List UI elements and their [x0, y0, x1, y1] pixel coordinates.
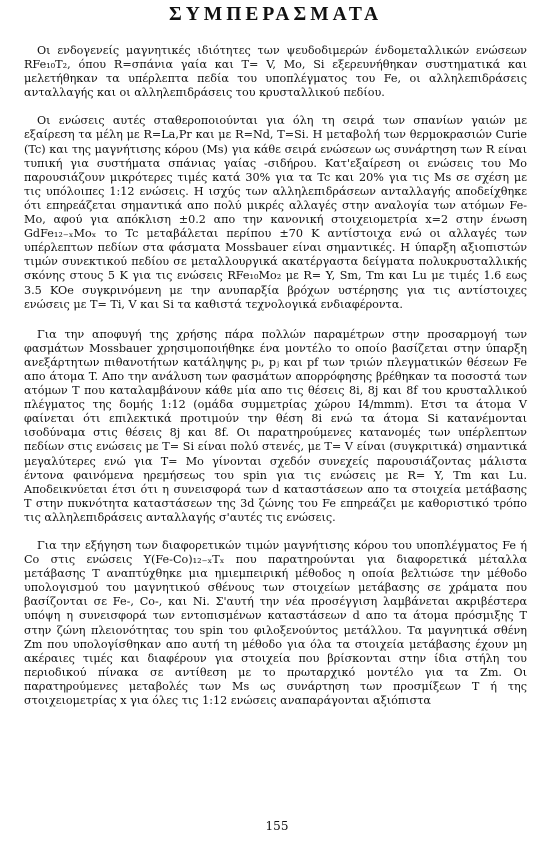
page-title: ΣΥΜΠΕΡΑΣΜΑΤΑ [168, 4, 383, 25]
paragraph-2: Οι ενώσεις αυτές σταθεροποιούνται για όλη τη σειρά των σπανίων γαιών με εξαίρεση τα μέλη με R=La,Pr και με R=Nd, T=Si. Η μεταβολή των θερμοκρασιών Curie (Tc) και της μαγνήτισης κόρου (Ms) για κάθε σειρά ενώσεων ως συνάρτηση των R είναι τυπική για συστήματα σπάνιας γαίας -σιδήρου. Κατ'εξαίρεση οι ενώσεις του Mo παρουσιάζουν μικρότερες τιμές κατά 30% για τα Tc και 20% για τις Ms σε σχέση με τις υπόλοιπες 1:12 ενώσεις. Η ισχύς των αλληλεπιδράσεων ανταλλαγής αποδείχθηκε ότι επηρεάζεται σημαντικά απο πολύ μικρές αλλαγές στην αναλογία των ατόμων Fe-Mo, αφού για απόκλιση ±0.2 απο την κανονική στοιχειομετρία x=2 στην ένωση GdFe₁₂₋ₓMoₓ το Tc μεταβάλεται περίπου ±70 K αντίστοιχα ενώ οι αλλαγές των υπέρλεπτων πεδίων στα φάσματα Mossbauer είναι σημαντικές. Η ύπαρξη αξιοπιστών τιμών συνεκτικού πεδίου σε μεταλλουργικά ακατέργαστα δείγματα πολυκρυσταλλικής σκόνης στους 5 K για τις ενώσεις RFe₁₀Mo₂ με R= Y, Sm, Tm και Lu με τιμές 1.6 εως 3.5 KOe συγκρινόμενη με την ανυπαρξία βρόχων υστέρησης για τις αντίστοιχες ενώσεις με T= Ti, V και Si τα καθιστά τεχνολογικά ενδιαφέροντα. [24, 114, 527, 311]
paragraph-1: Οι ενδογενείς μαγνητικές ιδιότητες των ψευδοδιμερών ένδομεταλλικών ενώσεων RFe₁₀T₂, όπου R=σπάνια γαία και T= V, Mo, Si εξερευνήθηκαν συστηματικά και μελετήθηκαν τα υπέρλεπτα πεδία του υποπλέγματος του Fe, οι αλληλεπιδράσεις ανταλλαγής και οι αλληλεπιδράσεις του κρυσταλλικού πεδίου. [24, 44, 527, 100]
paragraph-3: Για την αποφυγή της χρήσης πάρα πολλών παραμέτρων στην προσαρμογή των φασμάτων Mossbauer χρησιμοποιήθηκε ένα μοντέλο το οποίο βασίζεται στην ύπαρξη ανεξάρτητων πιθανοτήτων κατάληψης pᵢ, pⱼ και pf των τριών πλεγματικών θέσεων Fe απο άτομα T. Απο την ανάλυση των φασμάτων απορρόφησης βρέθηκαν τα ποσοστά των ατόμων T που καταλαμβάνουν κάθε μία απο τις θέσεις 8i, 8j και 8f του κρυσταλλικού πλέγματος της δομής 1:12 (ομάδα συμμετρίας χώρου I4/mmm). Ετσι τα άτομα V φαίνεται ότι επιλεκτικά προτιμούν την θέση 8i ενώ τα άτομα Si κατανέμονται ισοδύναμα στις θέσεις 8j και 8f. Οι παρατηρούμενες κατανομές των υπέρλεπτων πεδίων στις ενώσεις με T= Si είναι πολύ στενές, με T= V είναι (συγκριτικά) σημαντικά μεγαλύτερες ενώ για T= Mo γίνονται σχεδόν συνεχείς παρουσιάζοντας μάλιστα έντονα φαινόμενα ηρεμήσεως του spin για τις ενώσεις με R= Y, Tm και Lu. Αποδεικνύεται έτσι ότι η συνεισφορά των d καταστάσεων απο τα στοιχεία μετάβασης T στην πυκνότητα καταστάσεων της 3d ζώνης του Fe επηρεάζει με καθοριστικό τρόπο τις αλληλεπιδράσεις ανταλλαγής σ'αυτές τις ενώσεις. [24, 327, 527, 524]
page-number: 155 [265, 819, 289, 833]
paragraph-4: Για την εξήγηση των διαφορετικών τιμών μαγνήτισης κόρου του υποπλέγματος Fe ή Co στις ενώσεις Y(Fe-Co)₁₂₋ₓTₓ που παρατηρούνται για διαφορετικά μέταλλα μετάβασης T αναπτύχθηκε μια ημιεμπειρική μέθοδος η οποία βελτιώσε την μέθοδο υπολογισμού του μαγνητικού σθένους των στοιχείων μετάβασης σε χράματα που βασίζονται σε Fe-, Co-, και Ni. Σ'αυτή την νέα προσέγγιση λαμβάνεται ακριβέστερα υπόψη η συνεισφορά των εντοπισμένων καταστάσεων d απο τα άτομα πρόσμιξης T στην ζώνη πλειονότητας του spin του φιλοξενούντος μετάλλου. Τα μαγνητικά σθένη Zm που υπολογίσθηκαν απο αυτή τη μέθοδο για όλα τα στοιχεία μετάβασης έχουν μη ακέραιες τιμές και διαφέρουν για στοιχεία που βρίσκονται στην ίδια στήλη του περιοδικού πίνακα σε αντίθεση με το πρωταρχικό μοντέλο για τα Zm. Οι παρατηρούμενες μεταβολές των Ms ως συνάρτηση των προσμίξεων T ή της στοιχειομετρίας x για όλες τις 1:12 ενώσεις αναπαράγονται αξιόπιστα [24, 539, 527, 708]
